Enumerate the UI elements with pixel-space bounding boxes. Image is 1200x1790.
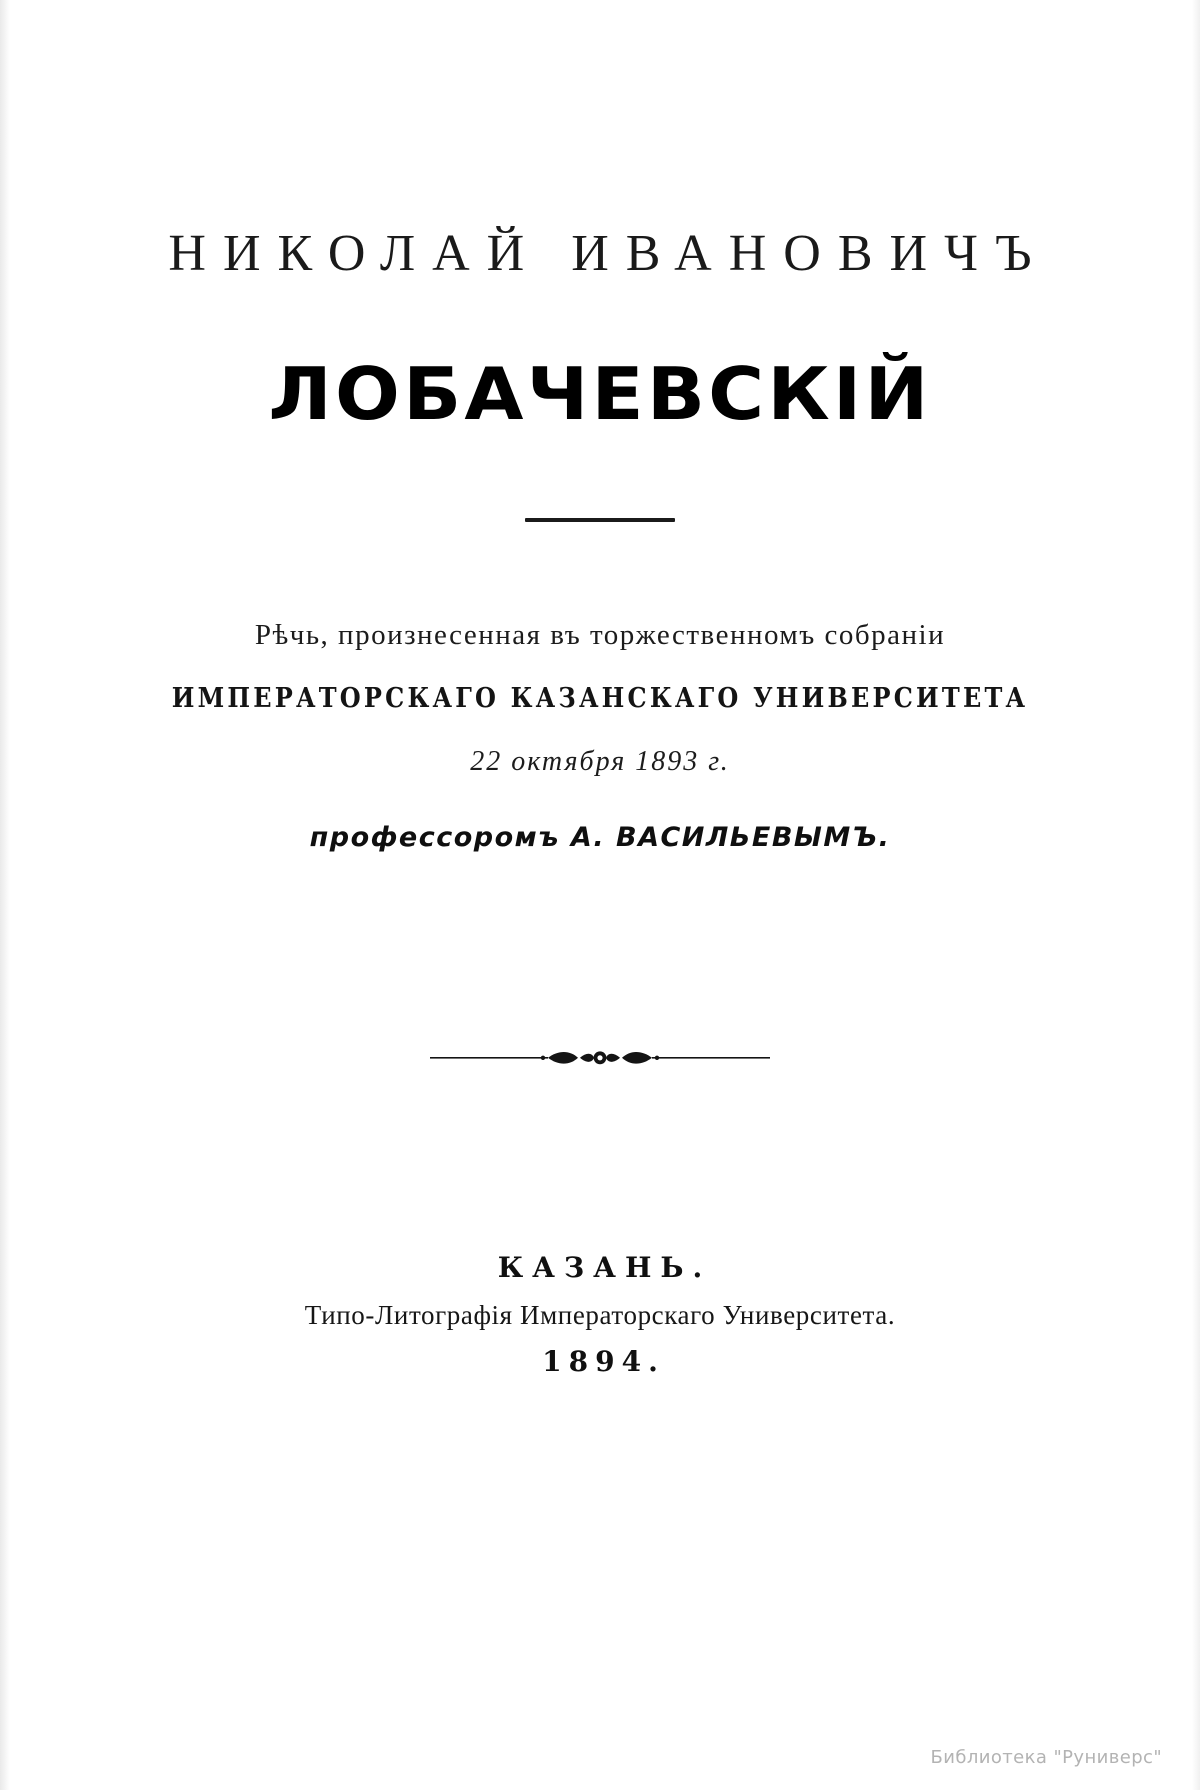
author-line: профессоромъ А. ВАСИЛЬЕВЫМЪ. <box>309 821 891 853</box>
library-watermark: Библиотека "Руниверс" <box>930 1747 1162 1768</box>
page-title-second-line: ЛОБАЧЕВСКІЙ <box>268 352 932 436</box>
horizontal-rule <box>525 518 675 522</box>
imprint-block <box>0 1251 1200 1378</box>
imprint-city: КАЗАНЬ. <box>497 1250 712 1284</box>
subtitle-speech-line: Рѣчь, произнесенная въ торжественномъ собраніи <box>254 619 946 651</box>
subtitle-university-line: ИМПЕРАТОРСКАГО КАЗАНСКАГО УНИВЕРСИТЕТА <box>171 681 1029 714</box>
decorative-divider-icon <box>0 1043 1200 1073</box>
subtitle-block <box>0 618 1200 853</box>
page-title-first-line: НИКОЛАЙ ИВАНОВИЧЪ <box>168 225 1049 282</box>
subtitle-date-line: 22 октября 1893 г. <box>470 745 730 777</box>
imprint-press: Типо-Литографія Императорскаго Университета. <box>304 1299 896 1330</box>
imprint-year: 1894. <box>542 1344 665 1378</box>
